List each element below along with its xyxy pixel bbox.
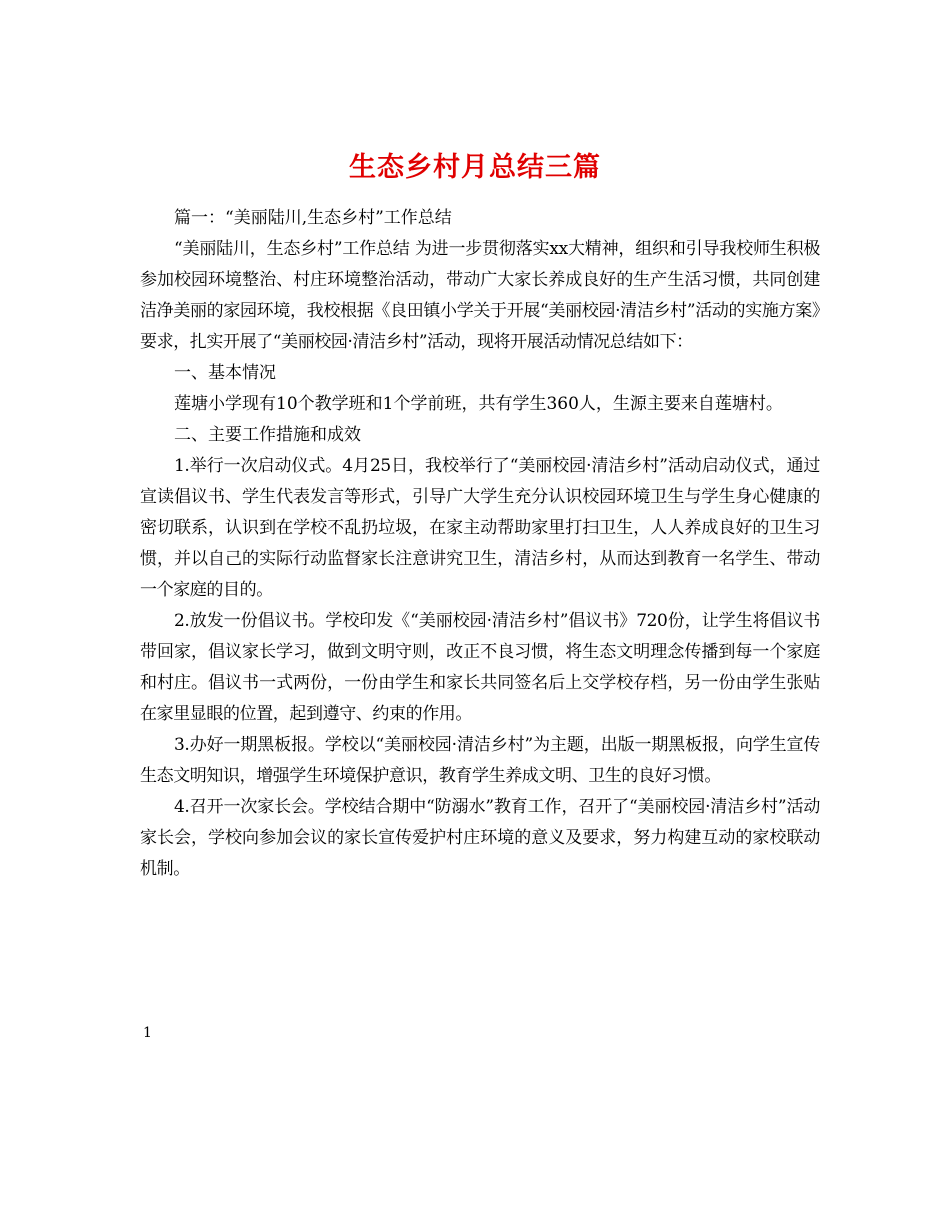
paragraph-measure-2: 2.放发一份倡议书。学校印发《“美丽校园·清洁乡村”倡议书》720份，让学生将倡议书带回家，倡议家长学习，做到文明守则，改正不良习惯，将生态文明理念传播到每一个家庭和村庄。倡议书一式两份，一份由学生和家长共同签名后上交学校存档，另一份由学生张贴在家里显眼的位置，起到遵守、约束的作用。: [140, 611, 820, 724]
paragraph-measure-3: 3.办好一期黑板报。学校以“美丽校园·清洁乡村”为主题，出版一期黑板报，向学生宣传生态文明知识，增强学生环境保护意识，教育学生养成文明、卫生的良好习惯。: [140, 735, 820, 786]
paragraph-introduction: “美丽陆川，生态乡村”工作总结 为进一步贯彻落实xx大精神，组织和引导我校师生积极参加校园环境整治、村庄环境整治活动，带动广大家长养成良好的生产生活习惯，共同创建洁净美丽的家园环境，我校根据《良田镇小学关于开展“美丽校园·清洁乡村”活动的实施方案》要求，扎实开展了“美丽校园·清洁乡村”活动，现将开展活动情况总结如下：: [140, 239, 820, 352]
paragraph-measure-4: 4.召开一次家长会。学校结合期中“防溺水”教育工作，召开了“美丽校园·清洁乡村”活动家长会，学校向参加会议的家长宣传爱护村庄环境的意义及要求，努力构建互动的家校联动机制。: [140, 797, 820, 879]
document-title: 生态乡村月总结三篇: [349, 152, 601, 184]
section-heading-part-one: 篇一：“美丽陆川,生态乡村”工作总结: [174, 208, 452, 228]
section-heading-main-measures: 二、主要工作措施和成效: [174, 425, 361, 445]
document-body: [140, 203, 820, 885]
paragraph-measure-1: 1.举行一次启动仪式。4月25日，我校举行了“美丽校园·清洁乡村”活动启动仪式，通过宣读倡议书、学生代表发言等形式，引导广大学生充分认识校园环境卫生与学生身心健康的密切联系，认识到在学校不乱扔垃圾，在家主动帮助家里打扫卫生，人人养成良好的卫生习惯，并以自己的实际行动监督家长注意讲究卫生，清洁乡村，从而达到教育一名学生、带动一个家庭的目的。: [140, 456, 820, 600]
paragraph-basic-situation: 莲塘小学现有10个教学班和1个学前班，共有学生360人，生源主要来自莲塘村。: [174, 394, 783, 414]
page-number: 1: [143, 1025, 152, 1041]
section-heading-basic-situation: 一、基本情况: [174, 363, 276, 383]
